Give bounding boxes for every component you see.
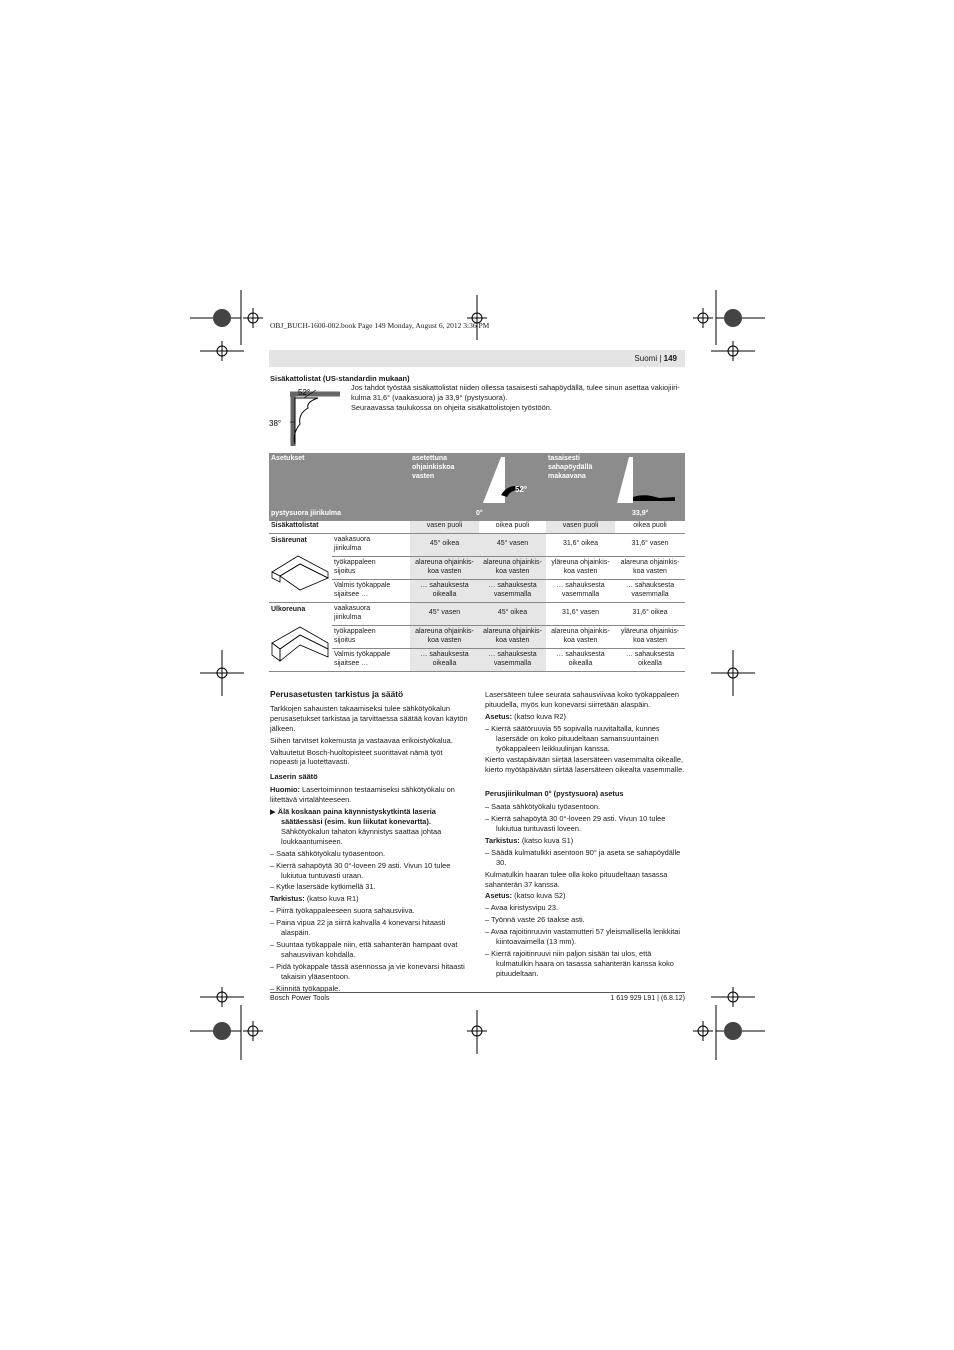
list-item: – Kiinnitä työkappale. bbox=[270, 983, 341, 993]
table-cell: … sahauksesta bbox=[556, 650, 605, 658]
group-title: Sisäkattolistat bbox=[271, 522, 319, 530]
fence-angle-label: 52° bbox=[515, 485, 528, 494]
row-label: sijaitsee … bbox=[334, 590, 369, 598]
header-fence: asetettuna bbox=[412, 455, 448, 462]
table-cell: alareuna ohjainkis- bbox=[483, 627, 542, 635]
note-text: Lasertoiminnon testaamiseksi sähkötyökalu on liitettävä virtalähteeseen. bbox=[270, 785, 455, 805]
paragraph: Kierto vastapäivään siirtää lasersäteen vasemmalta oikealle, kierto myötäpäivään siirtää lasersäteen oikealta vasemmalle. bbox=[485, 755, 685, 775]
section-heading: Perusasetusten tarkistus ja säätö bbox=[270, 689, 404, 699]
table-cell: vasemmalla bbox=[561, 590, 600, 598]
intro-paragraph: Jos tahdot työstää sisäkattolistat niiden ollessa tasaisesti sahapöydällä, tulee sinun asettaa vakiojiiri-kulma 31,6° (vaakasuora) ja 33,9° (pystysuora). bbox=[351, 383, 680, 403]
table-cell: koa vasten bbox=[563, 567, 598, 575]
right-column bbox=[485, 690, 685, 981]
row-label: sijaitsee … bbox=[334, 659, 369, 667]
check-label: Tarkistus: bbox=[485, 835, 520, 845]
table-cell: … sahauksesta bbox=[420, 581, 469, 589]
table-cell: … sahauksesta bbox=[488, 581, 537, 589]
settings-table bbox=[269, 453, 685, 672]
check-line bbox=[485, 836, 685, 846]
table-cell: 45° oikea bbox=[410, 533, 479, 556]
list-item: – Avaa rajoitinruuvin vastamutteri 57 yleismallisella lenkkitai kiintoavaimella (13 mm). bbox=[485, 927, 680, 947]
table-cell: alareuna ohjainkis- bbox=[551, 627, 610, 635]
check-ref: (katso kuva S1) bbox=[519, 835, 574, 845]
table-cell: … sahauksesta bbox=[625, 581, 675, 589]
adjust-label: Asetus: bbox=[485, 711, 513, 721]
paragraph: Valtuutetut Bosch-huoltopisteet suorittavat nämä työt nopeasti ja luotettavasti. bbox=[270, 747, 443, 767]
header-flat: tasaisesti bbox=[548, 455, 580, 462]
row-label: sijoitus bbox=[334, 636, 356, 644]
table-cell: oikealla bbox=[638, 659, 662, 667]
crown-molding-figure bbox=[268, 384, 348, 450]
list-item: – Saata sähkötyökalu työasentoon. bbox=[270, 848, 386, 858]
warning-bold: Älä koskaan paina käynnistyskytkintä laseria säätäessäsi (esim. kun liikutat konevartta). bbox=[277, 807, 436, 826]
row-label: työkappaleen bbox=[334, 558, 376, 566]
table-cell: vasemmalla bbox=[493, 659, 532, 667]
table-cell: 45° oikea bbox=[479, 602, 546, 625]
table-cell: koa vasten bbox=[633, 567, 667, 575]
adjust-ref: (katso kuva R2) bbox=[512, 711, 566, 721]
left-column bbox=[270, 690, 470, 995]
table-cell: alareuna ohjainkis- bbox=[415, 627, 474, 635]
header-flat: makaavana bbox=[548, 472, 586, 480]
list-item: – Suuntaa työkappale niin, että sahanterän hampaat ovat sahausviivan kohdalla. bbox=[270, 939, 458, 959]
table-cell: alareuna ohjainkis- bbox=[620, 558, 680, 566]
adjust-line bbox=[485, 712, 685, 722]
flat-figure bbox=[615, 453, 685, 508]
page-tab bbox=[269, 350, 685, 367]
col-settings: Asetukset bbox=[271, 455, 305, 462]
row-label: Valmis työkappale bbox=[334, 581, 391, 589]
col-header: oikea puoli bbox=[495, 522, 530, 530]
list-item: – Työnnä vaste 26 taakse asti. bbox=[485, 915, 585, 925]
section-title: Sisäkattolistat (US-standardin mukaan) bbox=[270, 374, 410, 383]
col-header: vasen puoli bbox=[410, 521, 479, 533]
table-cell: koa vasten bbox=[495, 567, 530, 575]
table-cell: koa vasten bbox=[427, 567, 462, 575]
outside-corner-icon bbox=[270, 621, 330, 665]
list-item: – Pidä työkappale tässä asennossa ja vie konevarsi hitaasti takaisin yläasentoon. bbox=[270, 961, 465, 981]
note bbox=[270, 785, 470, 805]
table-cell: … sahauksesta bbox=[625, 650, 675, 658]
row-label: jiirikulma bbox=[334, 613, 362, 621]
note-label: Huomio: bbox=[270, 785, 300, 795]
table-cell: koa vasten bbox=[563, 636, 598, 644]
table-row bbox=[269, 533, 685, 556]
warning: ▶ Älä koskaan paina käynnistyskytkintä laseria säätäessäsi (esim. kun liikutat konevartta). Sähkötyökalun tahaton käynnistys saattaa johtaa loukkaantumiseen. bbox=[270, 807, 442, 846]
list-item: – Kierrä sahapöytä 30 0°-loveen 29 asti. Vivun 10 tulee lukiutua tuntuvasti loveen. bbox=[485, 814, 666, 833]
subheading: Laserin säätö bbox=[270, 772, 318, 782]
table-cell: koa vasten bbox=[495, 636, 530, 644]
list-item: – Säädä kulmatulkki asentoon 90° ja aseta se sahapöydälle 30. bbox=[485, 847, 681, 867]
row-label: vaakasuora bbox=[334, 535, 371, 543]
paragraph: Tarkkojen sahausten takaamiseksi tulee sähkötyökalun perusasetukset tarkistaa ja tarvittaessa säätää kovan käytön jälkeen. bbox=[270, 703, 468, 733]
table-cell: 31,6° oikea bbox=[562, 540, 599, 548]
col-header: vasen puoli bbox=[546, 521, 615, 533]
table-cell: … sahauksesta bbox=[488, 650, 537, 658]
list-item: – Piirrä työkappaleeseen suora sahausviiva. bbox=[270, 906, 415, 916]
fence-figure bbox=[479, 453, 546, 508]
row-label: vaakasuora bbox=[334, 604, 371, 612]
angle-38-label: 38° bbox=[269, 419, 282, 428]
check-line bbox=[270, 894, 470, 904]
section-intro bbox=[351, 383, 686, 414]
angle-0-label: 0° bbox=[476, 510, 483, 518]
adjust-label: Asetus: bbox=[485, 891, 513, 901]
adjust-line bbox=[485, 891, 685, 901]
table-cell: oikealla bbox=[432, 659, 457, 667]
list-item: – Kytke lasersäde kytkimellä 31. bbox=[270, 882, 376, 892]
table-cell: … sahauksesta bbox=[420, 650, 469, 658]
group-name: Ulkoreuna bbox=[271, 605, 306, 613]
list-item: – Paina vipua 22 ja siirrä kahvalla 4 konevarsi hitaasti alaspäin. bbox=[270, 918, 446, 938]
table-cell: … sahauksesta bbox=[556, 581, 605, 589]
vertical-miter-label: pystysuora jiirikulma bbox=[271, 510, 342, 518]
page-footer bbox=[270, 992, 685, 1002]
table-cell: 31,6° vasen bbox=[561, 609, 600, 617]
table-cell: oikealla bbox=[432, 590, 457, 598]
list-item: – Kierrä säätöruuvia 55 sopivalla ruuvitaltalla, kunnes lasersäde on koko pituudeltaan samansuuntainen työkappaleen leikkuulinjan kanssa. bbox=[485, 723, 660, 753]
list-item: – Saata sähkötyökalu työasentoon. bbox=[485, 802, 601, 812]
row-label: jiirikulma bbox=[334, 544, 362, 552]
list-item: – Kierrä rajoitinruuvi niin paljon sisään tai ulos, että kulmatulkin haara on tasassa sahanterän kanssa koko pituudeltaan. bbox=[485, 948, 674, 978]
row-label: Valmis työkappale bbox=[334, 650, 391, 658]
table-cell: alareuna ohjainkis- bbox=[415, 558, 474, 566]
header-flat: sahapöydällä bbox=[548, 463, 593, 471]
table-cell: oikealla bbox=[568, 659, 593, 667]
table-cell: yläreuna ohjainkis- bbox=[551, 558, 610, 566]
table-cell: alareuna ohjainkis- bbox=[483, 558, 542, 566]
table-cell: koa vasten bbox=[633, 636, 667, 644]
list-item: – Avaa kiristysvipu 23. bbox=[485, 903, 558, 913]
header-fence: ohjainkiskoa bbox=[412, 463, 455, 471]
table-cell: vasemmalla bbox=[493, 590, 532, 598]
angle-339-label: 33,9° bbox=[632, 510, 649, 518]
group-name: Sisäreunat bbox=[271, 536, 307, 544]
table-cell: yläreuna ohjainkis- bbox=[620, 627, 680, 635]
page-number: Suomi | 149 bbox=[634, 354, 677, 363]
table-row bbox=[269, 602, 685, 625]
print-header: OBJ_BUCH-1600-002.book Page 149 Monday, August 6, 2012 3:36 PM bbox=[270, 321, 490, 330]
table-cell: 45° vasen bbox=[479, 533, 546, 556]
table-cell: vasemmalla bbox=[631, 590, 669, 598]
paragraph: Lasersäteen tulee seurata sahausviivaa koko työkappaleen pituudella, myös kun konevarsi siirretään alaspäin. bbox=[485, 690, 679, 709]
check-label: Tarkistus: bbox=[270, 894, 305, 904]
list-item: – Kierrä sahapöytä 30 0°-loveen 29 asti. Vivun 10 tulee lukiutua tuntuvasti uraan. bbox=[270, 860, 451, 880]
intro-paragraph: Seuraavassa taulukossa on ohjeita sisäkattolistojen työstöön. bbox=[351, 403, 552, 413]
row-label: työkappaleen bbox=[334, 627, 376, 635]
subheading: Perusjiirikulman 0° (pystysuora) asetus bbox=[485, 789, 624, 799]
adjust-ref: (katso kuva S2) bbox=[512, 891, 566, 901]
paragraph: Siihen tarvitset kokemusta ja vastaavaa erikoistyökalua. bbox=[270, 735, 453, 745]
table-cell: 31,6° vasen bbox=[631, 540, 669, 548]
row-label: sijoitus bbox=[334, 567, 356, 575]
inside-corner-icon bbox=[270, 552, 330, 592]
warning-text: Sähkötyökalun tahaton käynnistys saattaa johtaa loukkaantumiseen. bbox=[281, 826, 442, 846]
table-cell: 45° vasen bbox=[410, 602, 479, 625]
table-cell: 31,6° oikea bbox=[632, 609, 668, 617]
table-cell: koa vasten bbox=[427, 636, 462, 644]
paragraph: Kulmatulkin haaran tulee olla koko pituudeltaan tasassa sahanterän 37 kanssa. bbox=[485, 869, 668, 889]
footer-code: 1 619 929 L91 | (6.8.12) bbox=[610, 995, 685, 1002]
check-ref: (katso kuva R1) bbox=[304, 894, 359, 904]
angle-52-label: 52° bbox=[298, 388, 311, 397]
footer-brand: Bosch Power Tools bbox=[270, 995, 330, 1002]
col-header: oikea puoli bbox=[633, 522, 667, 530]
header-fence: vasten bbox=[412, 472, 435, 480]
